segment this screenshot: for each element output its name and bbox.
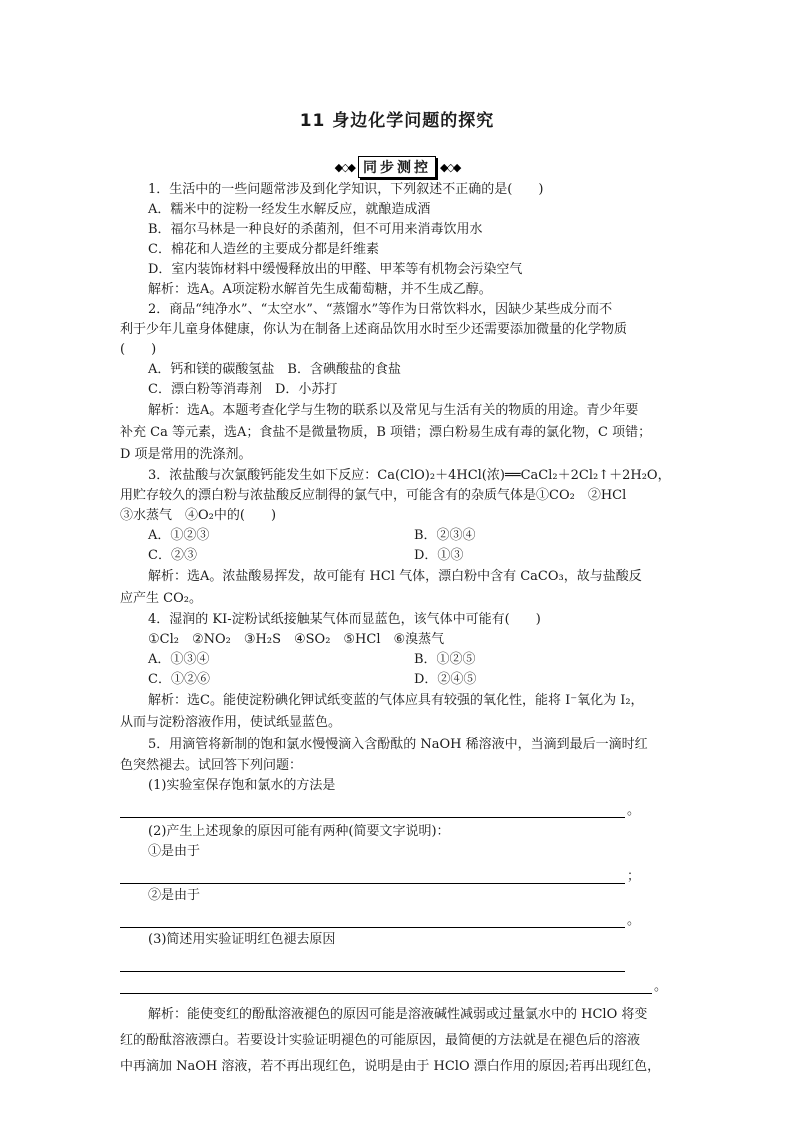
q1-option-a: A．糯米中的淀粉一经发生水解反应，就酿造成酒 [148,202,431,217]
line-end-semicolon: ； [627,869,641,884]
q1-analysis: 解析：选A。A项淀粉水解首先生成葡萄糖，并不生成乙醇。 [148,282,492,297]
q5-part1-prompt: (1)实验室保存饱和氯水的方法是 [148,778,336,793]
q5-part2-reason1-answer-line[interactable] [120,862,680,884]
q4-analysis-line1: 解析：选C。能使淀粉碘化钾试纸变蓝的气体应具有较强的氧化性，能将 I⁻氧化为 I₂， [148,693,644,708]
q3-stem-line3: ③水蒸气 ④O₂中的( ) [120,508,277,523]
q5-part2-reason2-answer-line[interactable] [120,906,680,928]
line-end-period: 。 [627,913,641,928]
q4-option-b: B．①②⑤ [414,652,476,667]
banner-left-decoration: ◆◇◆ [334,160,354,174]
q1-option-d: D．室内装饰材料中缓慢释放出的甲醛、甲苯等有机物会污染空气 [148,262,523,277]
q5-part2-reason2-label: ②是由于 [148,888,201,903]
q2-options-ab: A．钙和镁的碳酸氢盐 B．含碘酸盐的食盐 [148,362,401,377]
q5-part2-reason1-label: ①是由于 [148,844,201,859]
q1-stem: 1．生活中的一些问题常涉及到化学知识，下列叙述不正确的是( ) [148,182,544,197]
q3-stem-line2: 用贮存较久的漂白粉与浓盐酸反应制得的氯气中，可能含有的杂质气体是①CO₂ ②HCl [120,488,627,503]
line-end-period: 。 [654,979,668,994]
q3-stem-line1: 3．浓盐酸与次氯酸钙能发生如下反应：Ca(ClO)₂＋4HCl(浓)══CaCl₂＋2Cl₂↑＋2H₂O， [148,468,671,483]
q5-part3-answer-line-2[interactable] [120,972,680,994]
page-title: 11 身边化学问题的探究 [299,111,495,131]
q4-option-c: C．①②⑥ [148,672,210,687]
q5-stem-line2: 色突然褪去。试回答下列问题： [120,758,303,773]
q4-stem: 4．湿润的 KI-淀粉试纸接触某气体而显蓝色，该气体中可能有( ) [148,612,541,627]
q3-options-cd [120,546,680,566]
q2-analysis-line1: 解析：选A。本题考查化学与生物的联系以及常见与生活有关的物质的用途。青少年要 [148,403,639,418]
answer-underline [120,803,625,818]
answer-underline [120,913,625,928]
q4-option-d: D．②④⑤ [414,672,477,687]
q3-options-ab [120,526,680,546]
q2-stem-line2: 利于少年儿童身体健康，你认为在制备上述商品饮用水时至少还需要添加微量的化学物质 [120,322,628,337]
q3-option-c: C．②③ [148,548,197,563]
q5-part2-prompt: (2)产生上述现象的原因可能有两种(简要文字说明)： [148,824,450,839]
answer-underline [120,979,652,994]
answer-underline [120,957,625,972]
q2-analysis-line2: 补充 Ca 等元素，选A；食盐不是微量物质，B 项错；漂白粉易生成有毒的氯化物，C 项错； [120,425,652,440]
q3-analysis-line2: 应产生 CO₂。 [120,591,202,606]
q3-option-d: D．①③ [414,548,464,563]
q3-option-a: A．①②③ [148,528,210,543]
q5-stem-line1: 5．用滴管将新制的饱和氯水慢慢滴入含酚酞的 NaOH 稀溶液中，当滴到最后一滴时红 [148,737,648,752]
answer-underline [120,869,625,884]
q4-items: ①Cl₂ ②NO₂ ③H₂S ④SO₂ ⑤HCl ⑥溴蒸气 [148,632,445,647]
q2-options-cd: C．漂白粉等消毒剂 D．小苏打 [148,382,338,397]
q4-options-ab [120,650,680,670]
q4-analysis-line2: 从而与淀粉溶液作用，使试纸显蓝色。 [120,715,342,730]
q2-analysis-line3: D 项是常用的洗涤剂。 [120,447,252,462]
q3-analysis-line1: 解析：选A。浓盐酸易挥发，故可能有 HCl 气体，漂白粉中含有 CaCO₃，故与盐酸反 [148,569,642,584]
q5-analysis-line3: 中再滴加 NaOH 溶液，若不再出现红色，说明是由于 HClO 漂白作用的原因;若再出现红色， [120,1059,661,1074]
q5-analysis-line2: 红的酚酞溶液漂白。若要设计实验证明褪色的可能原因，最简便的方法就是在褪色后的溶液 [120,1033,641,1048]
q3-option-b: B．②③④ [414,528,476,543]
q2-stem-line1: 2．商品“纯净水”、“太空水”、“蒸馏水”等作为日常饮料水，因缺少某些成分而不 [148,302,613,317]
line-end-period: 。 [627,803,641,818]
q4-option-a: A．①③④ [148,652,210,667]
section-banner [0,156,794,178]
q5-part3-answer-line-1[interactable] [120,950,680,972]
q5-part3-prompt: (3)简述用实验证明红色褪去原因 [148,932,336,947]
banner-title: 同步测控 [358,156,436,178]
q5-analysis-line1: 解析：能使变红的酚酞溶液褪色的原因可能是溶液碱性减弱或过量氯水中的 HClO 将变 [148,1007,648,1022]
q4-options-cd [120,670,680,690]
q1-option-b: B．福尔马林是一种良好的杀菌剂，但不可用来消毒饮用水 [148,222,483,237]
q5-part1-answer-line[interactable] [120,796,680,818]
q1-option-c: C．棉花和人造丝的主要成分都是纤维素 [148,242,379,257]
question-content [120,180,680,1080]
banner-right-decoration: ◆◇◆ [440,160,460,174]
q2-stem-line3: ( ) [120,342,157,357]
